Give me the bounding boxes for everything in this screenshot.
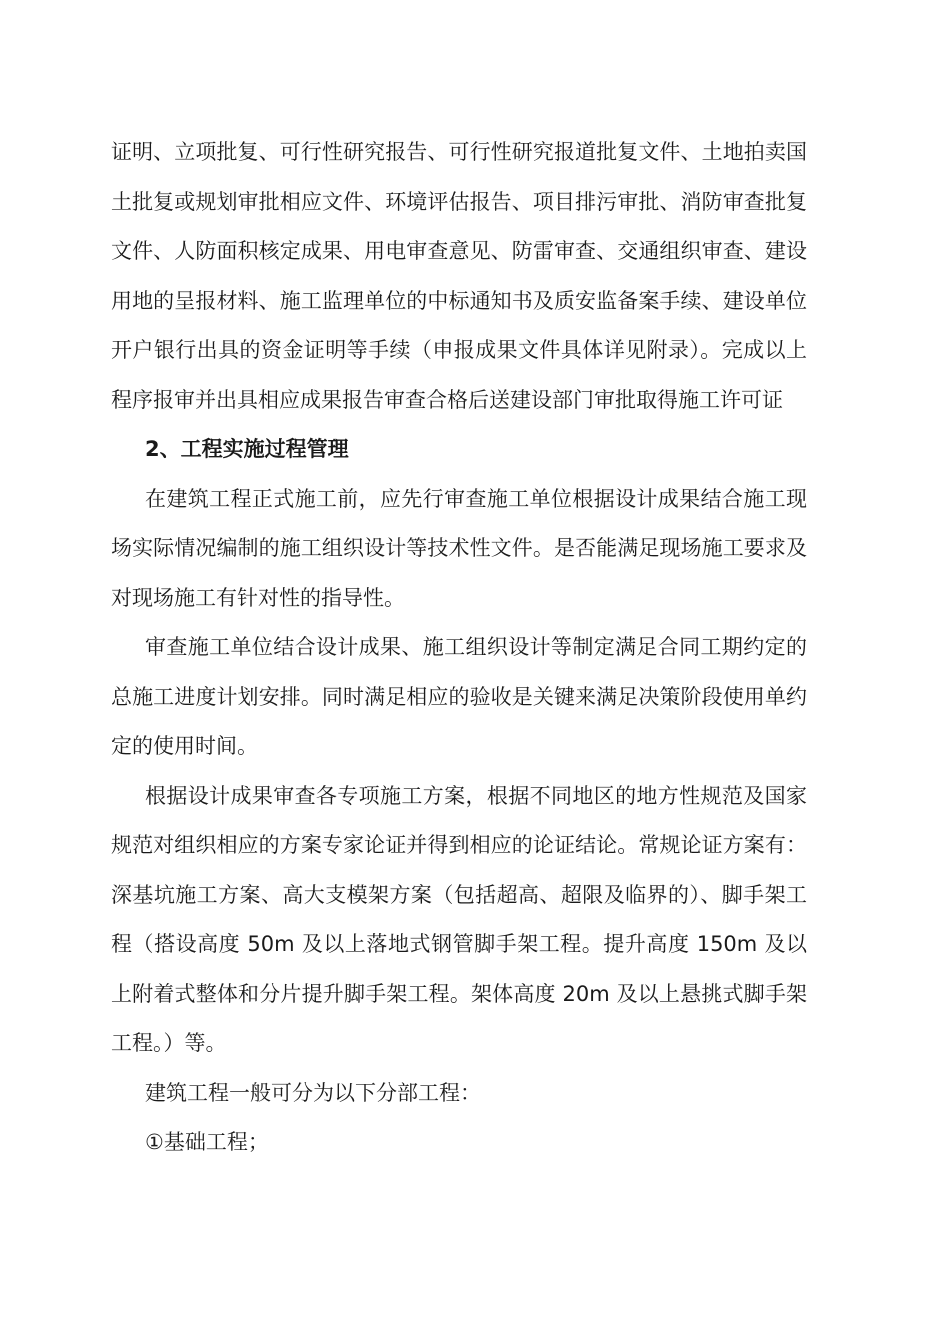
paragraph-schedule-review: 审查施工单位结合设计成果、施工组织设计等制定满足合同工期约定的总施工进度计划安排。同时满足相应的验收是关键来满足决策阶段使用单约定的使用时间。	[111, 635, 807, 758]
paragraph-construction-review: 在建筑工程正式施工前，应先行审查施工单位根据设计成果结合施工现场实际情况编制的施工组织设计等技术性文件。是否能满足现场施工要求及对现场施工有针对性的指导性。	[111, 486, 807, 610]
list-item-text: 基础工程；	[163, 1130, 269, 1154]
list-item	[111, 1118, 807, 1168]
paragraph-subdivision-intro: 建筑工程一般可分为以下分部工程：	[145, 1080, 481, 1105]
paragraph-continuation: 证明、立项批复、可行性研究报告、可行性研究报道批复文件、土地拍卖国土批复或规划审批相应文件、环境评估报告、项目排污审批、消防审查批复文件、人防面积核定成果、用电审查意见、防雷审查、交通组织审查、建设用地的呈报材料、施工监理单位的中标通知书及质安监备案手续、建设单位开户银行出具的资金证明等手续（申报成果文件具体详见附录）。完成以上程序报审并出具相应成果报告审查合格后送建设部门审批取得施工许可证	[111, 140, 807, 412]
paragraph-special-plans: 根据设计成果审查各专项施工方案，根据不同地区的地方性规范及国家规范对组织相应的方案专家论证并得到相应的论证结论。常规论证方案有：深基坑施工方案、高大支模架方案（包括超高、超限及临界的）、脚手架工程（搭设高度 50m 及以上落地式钢管脚手架工程。提升高度 150m 及以上附着式整体和分片提升脚手架工程。架体高度 20m 及以上悬挑式脚手架工程。）等。	[111, 783, 807, 1055]
list-marker: ①	[145, 1130, 164, 1154]
section-heading: 2、工程实施过程管理	[145, 437, 349, 461]
document-body	[111, 128, 807, 1168]
